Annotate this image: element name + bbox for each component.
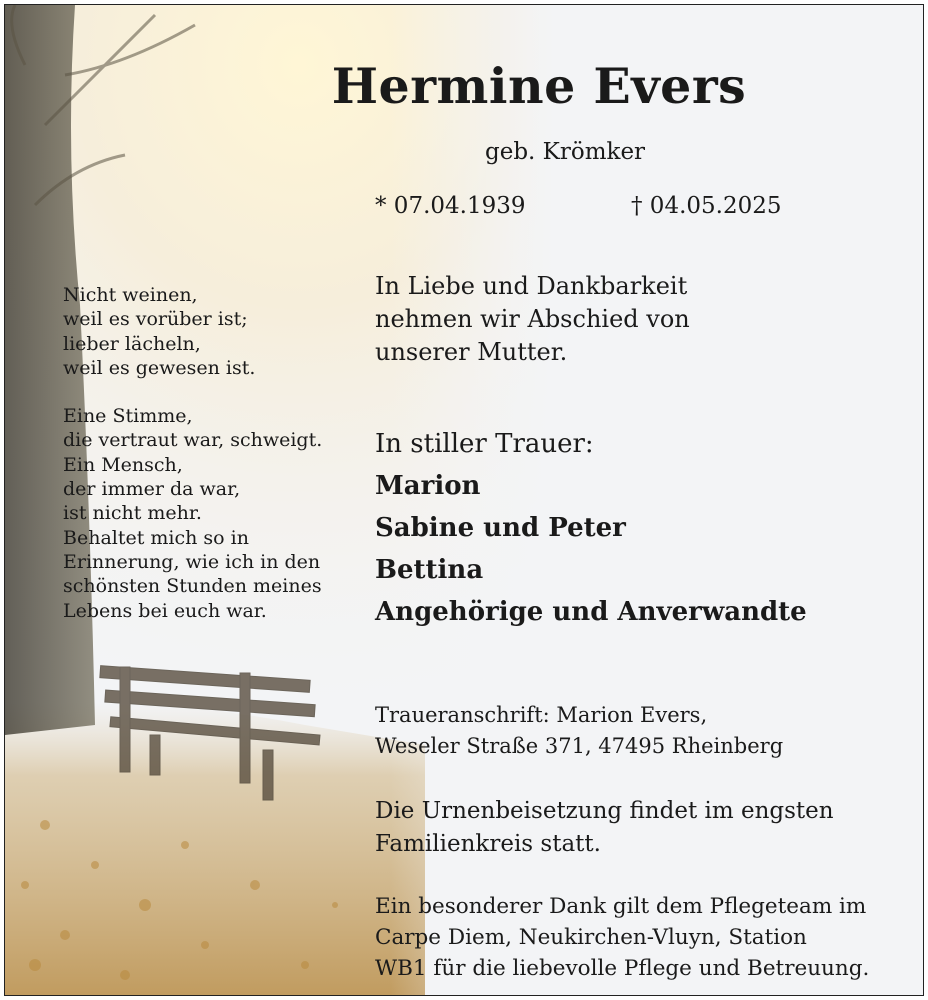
thanks-line: Carpe Diem, Neukirchen-Vluyn, Station (375, 925, 807, 950)
maiden-name: geb. Krömker (485, 139, 646, 165)
deceased-name: Hermine Evers (331, 57, 747, 115)
poem-line: der immer da war, (63, 478, 241, 501)
poem-line: weil es vorüber ist; (63, 308, 248, 331)
address-line: Weseler Straße 371, 47495 Rheinberg (375, 734, 784, 758)
address-line: Traueranschrift: Marion Evers, (375, 703, 708, 727)
burial-line: Die Urnenbeisetzung findet im engsten (375, 798, 834, 824)
intro-line: In Liebe und Dankbarkeit (375, 272, 688, 300)
mourner-name: Angehörige und Anverwandte (375, 597, 807, 627)
mourner-name: Sabine und Peter (375, 513, 626, 543)
burial-line: Familienkreis statt. (375, 831, 601, 857)
poem-line: Eine Stimme, (63, 405, 193, 428)
thanks-line: WB1 für die liebevolle Pflege und Betreuung. (375, 956, 870, 981)
burial-notice (375, 795, 834, 861)
poem-line: ist nicht mehr. (63, 502, 202, 525)
poem-line: Behaltet mich so in (63, 526, 249, 549)
poem-line: Ein Mensch, (63, 453, 183, 476)
intro-line: unserer Mutter. (375, 338, 568, 366)
thanks-text (375, 891, 869, 984)
poem-line: Erinnerung, wie ich in den (63, 550, 321, 573)
intro-line: nehmen wir Abschied von (375, 305, 690, 333)
poem-line: Nicht weinen, (63, 284, 198, 306)
poem-line: die vertraut war, schweigt. (63, 429, 323, 452)
mourners-block (375, 423, 807, 633)
poem-line: lieber lächeln, (63, 332, 201, 355)
obituary-notice (4, 4, 924, 996)
mourning-heading: In stiller Trauer: (375, 429, 594, 459)
birth-date: * 07.04.1939 (375, 193, 526, 219)
poem-line: schönsten Stunden meines (63, 575, 322, 598)
death-date: † 04.05.2025 (631, 193, 782, 219)
mourner-name: Bettina (375, 555, 484, 585)
poem-line: weil es gewesen ist. (63, 356, 256, 379)
poem-line: Lebens bei euch war. (63, 599, 267, 622)
mourning-address (375, 700, 783, 762)
poem-stanza (63, 404, 322, 623)
thanks-line: Ein besonderer Dank gilt dem Pflegeteam im (375, 894, 867, 919)
mourner-name: Marion (375, 471, 481, 501)
poem-stanza (63, 283, 322, 380)
poem (63, 283, 322, 647)
intro-text (375, 270, 690, 369)
